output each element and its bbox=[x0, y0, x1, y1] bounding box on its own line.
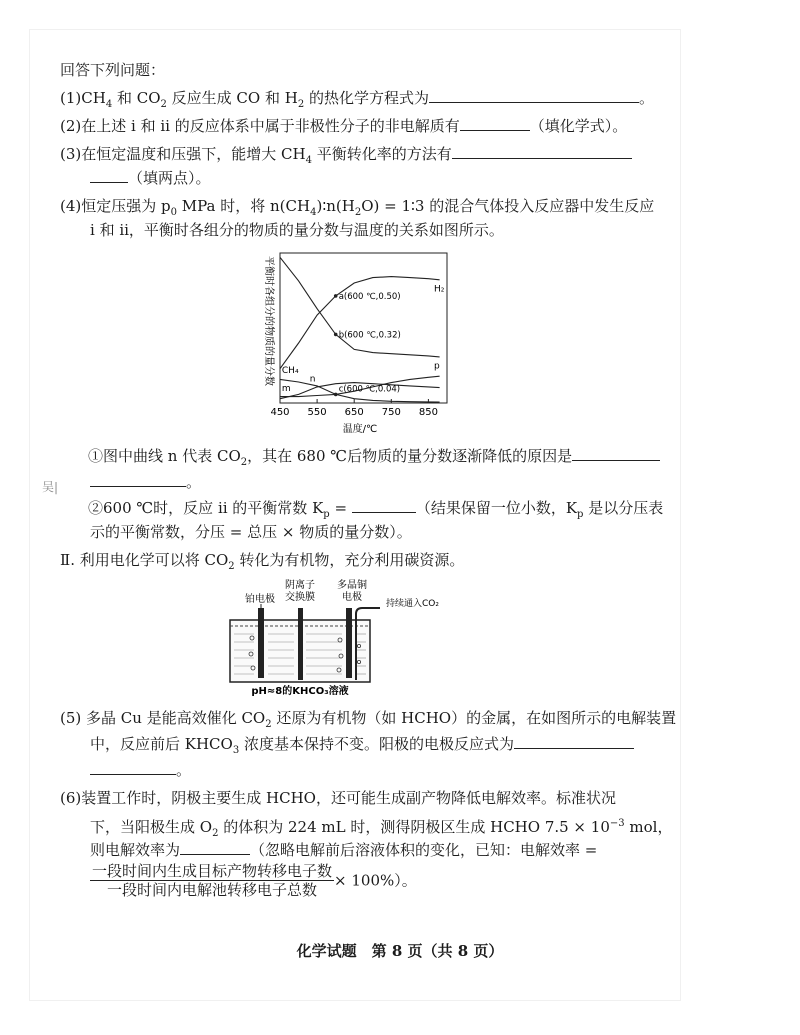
answer-blank bbox=[514, 734, 634, 749]
question-5-cont: 中，反应前后 $KHCO_3$ 浓度基本保持不变。阳极的电极反应式为 bbox=[90, 734, 634, 761]
series-label-m: m bbox=[281, 384, 291, 395]
label-co2-inlet: 持续通入CO₂ bbox=[386, 599, 439, 609]
question-5-end: 。 bbox=[90, 760, 191, 780]
answer-blank bbox=[90, 472, 186, 487]
annotation-point bbox=[334, 333, 338, 337]
answer-blank bbox=[90, 760, 176, 775]
answer-blank bbox=[452, 144, 632, 159]
chart-plot-frame bbox=[280, 253, 447, 403]
question-6-formula: $\frac{\text{一段时间内生成目标产物转移电子数}}{\text{一段时间内电解池转移电子总数}}$ × 100%）。 bbox=[92, 862, 417, 899]
question-2: (2)在上述 ⅰ 和 ⅱ 的反应体系中属于非极性分子的非电解质有 （填化学式）。 bbox=[60, 117, 628, 135]
question-4-1-cont: 。 bbox=[90, 472, 201, 492]
annotation-label: b(600 ℃,0.32) bbox=[338, 330, 401, 341]
x-tick-label: 450 bbox=[270, 407, 290, 418]
annotation-label: a(600 ℃,0.50) bbox=[338, 291, 401, 302]
question-4-2-cont: 示的平衡常数，分压 = 总压 × 物质的量分数）。 bbox=[90, 523, 412, 541]
answer-blank bbox=[352, 498, 416, 513]
question-6-line3: 则电解效率为 （忽略电解前后溶液体积的变化，已知：电解效率 = bbox=[90, 841, 598, 859]
x-tick-label: 750 bbox=[381, 407, 401, 418]
page-footer: 化学试题 第 8 页（共 8 页） bbox=[296, 942, 504, 960]
label-copper-electrode-2: 电极 bbox=[342, 592, 362, 603]
label-anion-membrane-1: 阴离子 bbox=[285, 580, 315, 591]
intro-text: 回答下列问题： bbox=[60, 61, 166, 79]
question-6-line2: 下，当阳极生成 $O_2$ 的体积为 224 mL 时，测得阴极区生成 HCHO $7.5 \times 10^{-3}$ mol， bbox=[90, 818, 673, 839]
question-1: $(1)CH_4$ 和 $CO_2$ 反应生成 CO 和 $H_2$ 的热化学方程式为 。 bbox=[60, 89, 654, 110]
anion-exchange-membrane bbox=[298, 608, 303, 680]
series-label-ch4: CH₄ bbox=[281, 366, 299, 376]
series-label-h2: H₂ bbox=[434, 284, 445, 295]
x-tick-label: 650 bbox=[344, 407, 364, 418]
series-line-p bbox=[280, 257, 440, 357]
side-mark: 吴| bbox=[42, 480, 59, 494]
question-4: (4)恒定压强为 $p_0$ MPa 时，将 $n(CH_4)∶n(H_2O)$ = 1∶3 的混合气体投入反应器中发生反应 bbox=[60, 197, 655, 218]
question-5: (5) 多晶 Cu 是能高效催化 $CO_2$ 还原为有机物（如 HCHO）的金属，在如图所示的电解装置 bbox=[60, 709, 677, 730]
chart-x-label: 温度/℃ bbox=[342, 424, 378, 435]
answer-blank bbox=[180, 840, 250, 855]
series-label-p: p bbox=[434, 361, 440, 372]
electrolysis-cell-diagram bbox=[228, 576, 478, 700]
copper-electrode bbox=[346, 608, 352, 678]
fraction-numerator: 一段时间内生成目标产物转移电子数 bbox=[92, 862, 333, 880]
answer-blank bbox=[572, 446, 660, 461]
x-tick-label: 850 bbox=[418, 407, 438, 418]
label-platinum-electrode: 铂电极 bbox=[245, 594, 275, 605]
chart-y-label: 平衡时各组分的物质的量分数 bbox=[263, 256, 274, 386]
label-anion-membrane-2: 交换膜 bbox=[285, 592, 315, 603]
part-2-intro: Ⅱ. 利用电化学可以将 $CO_2$ 转化为有机物，充分利用碳资源。 bbox=[60, 551, 465, 572]
question-4-cont: ⅰ 和 ⅱ，平衡时各组分的物质的量分数与温度的关系如图所示。 bbox=[90, 221, 504, 239]
chart-annotations bbox=[334, 292, 401, 396]
label-copper-electrode-1: 多晶铜 bbox=[337, 580, 367, 591]
fraction-denominator: 一段时间内电解池转移电子总数 bbox=[107, 881, 318, 899]
x-tick-label: 550 bbox=[307, 407, 327, 418]
annotation-point bbox=[334, 294, 338, 298]
annotation-label: c(600 ℃,0.04) bbox=[338, 384, 401, 395]
question-6: (6)装置工作时，阴极主要生成 HCHO，还可能生成副产物降低电解效率。标准状况 bbox=[60, 789, 616, 807]
series-label-n: n bbox=[309, 374, 316, 385]
label-electrolyte: pH≈8的KHCO₃溶液 bbox=[251, 686, 349, 697]
efficiency-fraction bbox=[90, 862, 334, 899]
platinum-electrode bbox=[258, 608, 264, 678]
question-4-1: ①图中曲线 n 代表 $CO_2$，其在 680 ℃后物质的量分数逐渐降低的原因是 bbox=[60, 446, 660, 473]
answer-blank bbox=[429, 88, 639, 103]
question-4-2: ②600 ℃时，反应 ⅱ 的平衡常数 $K_p$ = （结果保留一位小数，$K_p$ 是以分压表 bbox=[88, 499, 664, 520]
question-3: (3)在恒定温度和压强下，能增大 $CH_4$ 平衡转化率的方法有 bbox=[60, 144, 632, 171]
annotation-point bbox=[334, 393, 338, 397]
answer-blank bbox=[90, 168, 128, 183]
answer-blank bbox=[460, 116, 530, 131]
question-3-cont: （填两点）。 bbox=[90, 168, 211, 188]
equilibrium-chart bbox=[255, 248, 455, 438]
